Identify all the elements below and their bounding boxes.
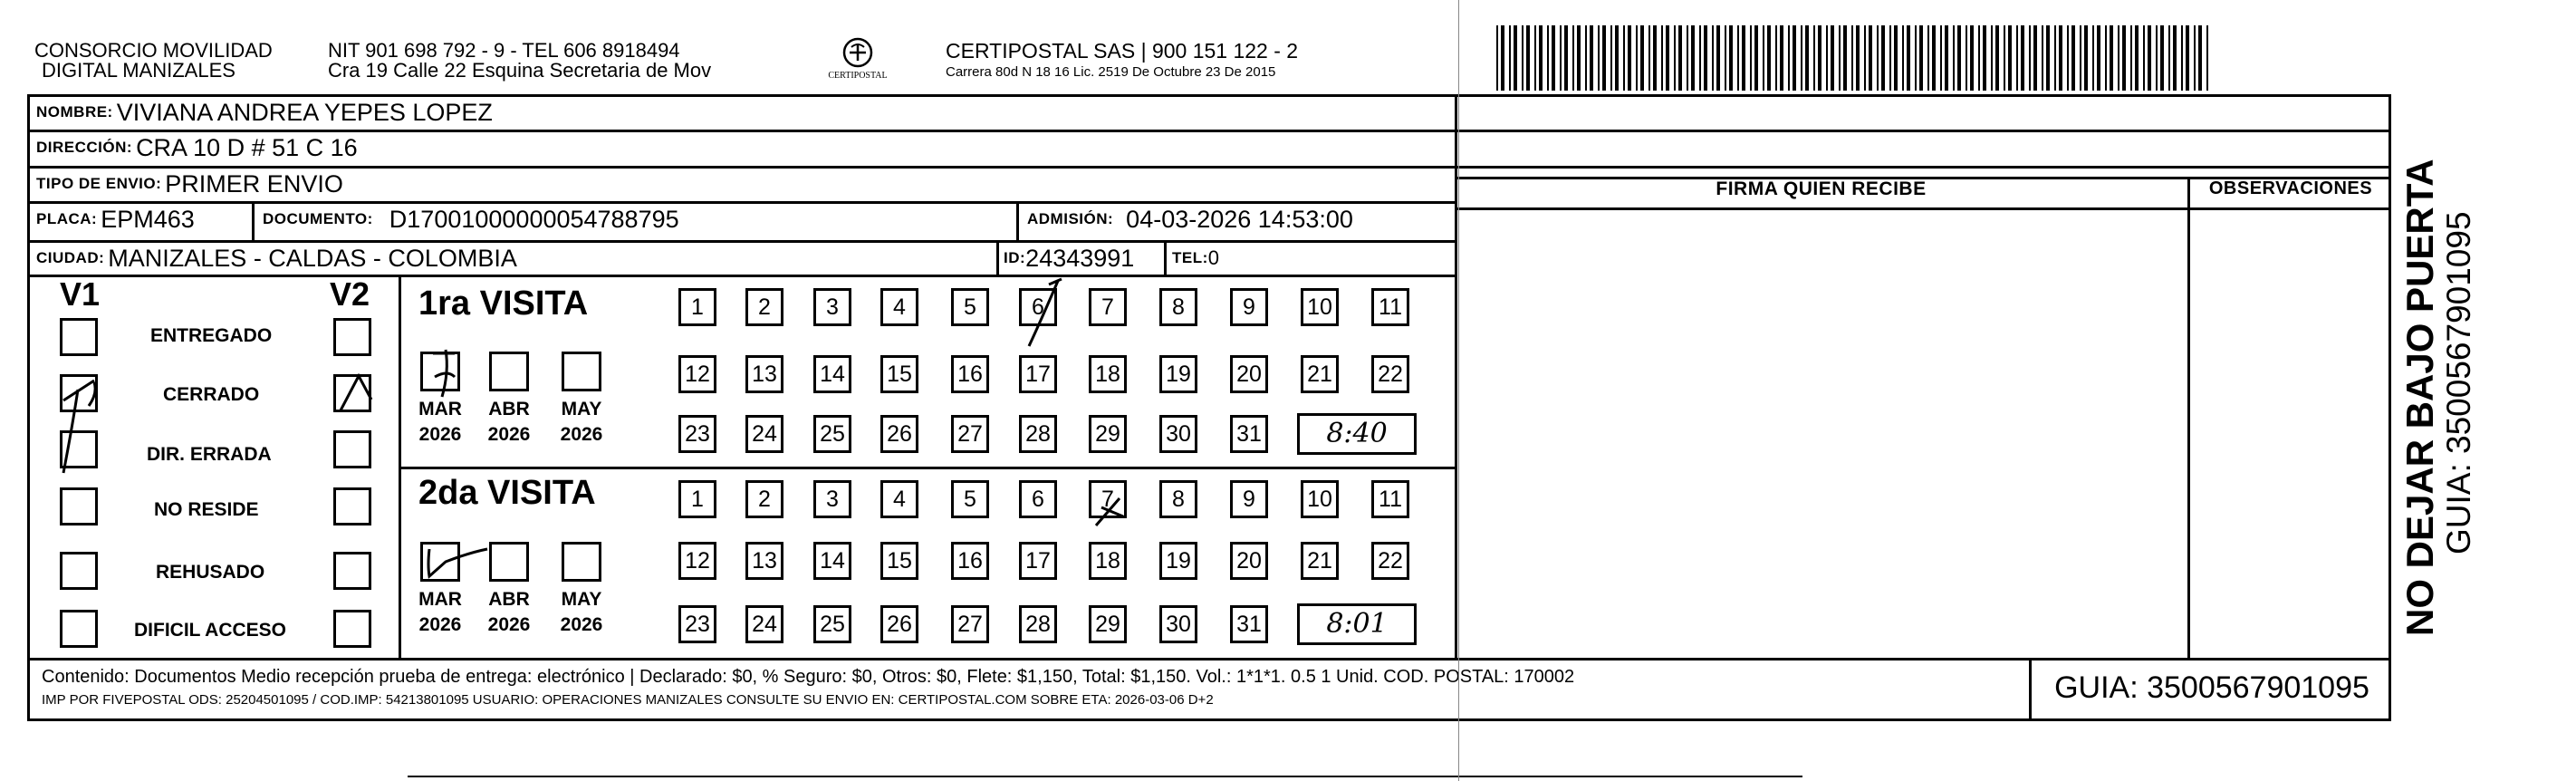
visit1-day-22[interactable]: 22: [1371, 355, 1409, 393]
rule: [1016, 201, 1019, 240]
visit1-day-24[interactable]: 24: [745, 415, 783, 453]
placa-label: PLACA:: [36, 210, 98, 227]
barcode-bar: [1522, 25, 1523, 91]
visit2-day-22[interactable]: 22: [1371, 542, 1409, 580]
barcode-bar: [1780, 25, 1783, 91]
rule: [27, 658, 2391, 660]
barcode: [1495, 25, 2216, 91]
barcode-bar: [2092, 25, 2094, 91]
barcode-bar: [1843, 25, 1847, 91]
barcode-bar: [2016, 25, 2018, 91]
visit2-month-label-may: MAY: [561, 589, 602, 610]
documento-row: [263, 201, 679, 237]
barcode-bar: [2206, 25, 2208, 91]
visit2-day-28[interactable]: 28: [1019, 605, 1057, 643]
tel-label: TEL:: [1172, 249, 1208, 266]
visit2-day-30[interactable]: 30: [1159, 605, 1197, 643]
barcode-bar: [1775, 25, 1777, 91]
direccion-label: DIRECCIÓN:: [36, 139, 133, 156]
id-value: 24343991: [1025, 244, 1135, 272]
visit1-day-10[interactable]: 10: [1301, 288, 1339, 326]
barcode-bar: [1729, 25, 1733, 91]
visit2-day-31[interactable]: 31: [1230, 605, 1268, 643]
visit2-day-29[interactable]: 29: [1089, 605, 1127, 643]
nombre-label: NOMBRE:: [36, 103, 113, 121]
rule: [27, 166, 2391, 169]
documento-label: DOCUMENTO:: [263, 210, 373, 227]
barcode-bar: [1813, 25, 1815, 91]
barcode-bar: [1640, 25, 1644, 91]
visit1-day-3[interactable]: 3: [813, 288, 851, 326]
visit1-year-mar: 2026: [418, 424, 462, 445]
id-row: [1004, 240, 1134, 276]
barcode-bar: [1970, 25, 1974, 91]
barcode-bar: [1983, 25, 1986, 91]
barcode-bar: [1995, 25, 1999, 91]
barcode-bar: [1894, 25, 1898, 91]
v2-dificil-acceso-checkbox[interactable]: [333, 610, 371, 648]
barcode-bar: [1763, 25, 1764, 91]
barcode-bar: [1864, 25, 1866, 91]
rule: [2187, 177, 2190, 658]
visit2-day-2[interactable]: 2: [745, 480, 783, 518]
barcode-bar: [1666, 25, 1669, 91]
barcode-bar: [1945, 25, 1948, 91]
visit1-day-9[interactable]: 9: [1230, 288, 1268, 326]
barcode-bar: [2118, 25, 2119, 91]
barcode-bar: [1712, 25, 1714, 91]
barcode-bar: [1572, 25, 1574, 91]
barcode-bar: [2186, 25, 2189, 91]
visit2-day-25[interactable]: 25: [813, 605, 851, 643]
barcode-bar: [1966, 25, 1967, 91]
visit2-day-4[interactable]: 4: [880, 480, 918, 518]
barcode-bar: [2021, 25, 2024, 91]
barcode-bar: [1547, 25, 1549, 91]
barcode-bar: [1932, 25, 1936, 91]
visit2-day-10[interactable]: 10: [1301, 480, 1339, 518]
rule: [399, 467, 1455, 469]
tel-value: 0: [1207, 246, 1220, 269]
barcode-bar: [1978, 25, 1980, 91]
visit2-day-24[interactable]: 24: [745, 605, 783, 643]
visit1-day-17[interactable]: 17: [1019, 355, 1057, 393]
barcode-bar: [1902, 25, 1904, 91]
visit2-day-1[interactable]: 1: [678, 480, 716, 518]
ciudad-label: CIUDAD:: [36, 249, 105, 266]
barcode-bar: [1915, 25, 1917, 91]
observations-area[interactable]: [2193, 212, 2387, 654]
rule: [2029, 658, 2032, 721]
visit1-day-7[interactable]: 7: [1089, 288, 1127, 326]
visit2-day-9[interactable]: 9: [1230, 480, 1268, 518]
id-label: ID:: [1004, 249, 1026, 266]
visit1-day-20[interactable]: 20: [1230, 355, 1268, 393]
barcode-bar: [1674, 25, 1676, 91]
visit1-day-21[interactable]: 21: [1301, 355, 1339, 393]
v2-entregado-checkbox[interactable]: [333, 318, 371, 356]
visit2-day-8[interactable]: 8: [1159, 480, 1197, 518]
barcode-bar: [1788, 25, 1790, 91]
visit1-day-26[interactable]: 26: [880, 415, 918, 453]
barcode-bar: [1514, 25, 1517, 91]
visit1-day-6-mark: [1018, 272, 1072, 353]
barcode-bar: [1869, 25, 1872, 91]
visit2-day-16[interactable]: 16: [951, 542, 989, 580]
visit1-day-14[interactable]: 14: [813, 355, 851, 393]
barcode-bar: [1598, 25, 1600, 91]
address-line: Cra 19 Calle 22 Esquina Secretaria de Mov: [328, 59, 712, 82]
barcode-bar: [1704, 25, 1707, 91]
signature-area[interactable]: [1460, 212, 2183, 654]
visit1-month-label-mar: MAR: [418, 399, 462, 419]
rule: [1164, 240, 1167, 275]
visit1-day-4[interactable]: 4: [880, 288, 918, 326]
barcode-bar: [1636, 25, 1638, 91]
visit1-day-12[interactable]: 12: [678, 355, 716, 393]
barcode-bar: [2008, 25, 2012, 91]
status-cerrado: CERRADO: [163, 384, 260, 405]
admision-value: 04-03-2026 14:53:00: [1126, 205, 1353, 233]
tipo-envio-label: TIPO DE ENVIO:: [36, 175, 162, 192]
v1-dificil-acceso-checkbox[interactable]: [60, 610, 98, 648]
visit1-day-1[interactable]: 1: [678, 288, 716, 326]
rule: [996, 240, 999, 275]
ciudad-value: MANIZALES - CALDAS - COLOMBIA: [108, 244, 517, 272]
barcode-bar: [1940, 25, 1942, 91]
v2-dir-errada-checkbox[interactable]: [333, 430, 371, 468]
direccion-row: [36, 130, 358, 166]
visit1-title: 1ra VISITA: [418, 284, 589, 323]
visit2-day-18[interactable]: 18: [1089, 542, 1127, 580]
v1-entregado-checkbox[interactable]: [60, 318, 98, 356]
barcode-bar: [1927, 25, 1929, 91]
visit2-day-13[interactable]: 13: [745, 542, 783, 580]
visit2-mar-mark: [417, 542, 498, 587]
barcode-bar: [1610, 25, 1612, 91]
footer-imp-line: IMP POR FIVEPOSTAL ODS: 25204501095 / COD.IMP: 54213801095 USUARIO: OPERACIONES MANIZALES CONSULTE SU ENVIO EN: CERTIPOSTAL.COM SOBRE ETA: 2026-03-06 D+2: [42, 692, 1214, 708]
visit2-handwritten-time: 8:01: [1326, 608, 1388, 640]
barcode-bar: [1615, 25, 1619, 91]
side-warning: NO DEJAR BAJO PUERTA: [2398, 159, 2441, 636]
status-rehusado: REHUSADO: [156, 562, 265, 583]
barcode-bar: [2173, 25, 2177, 91]
nombre-row: [36, 94, 493, 130]
barcode-bar: [1590, 25, 1593, 91]
barcode-bar: [1856, 25, 1860, 91]
barcode-bar: [1691, 25, 1695, 91]
barcode-bar: [2194, 25, 2196, 91]
barcode-bar: [1716, 25, 1720, 91]
barcode-bar: [1526, 25, 1530, 91]
visit2-month-label-mar: MAR: [418, 589, 462, 610]
barcode-bar: [1552, 25, 1555, 91]
v1-cerrado-mark: [53, 362, 116, 480]
visit2-day-3[interactable]: 3: [813, 480, 851, 518]
visit2-day-6[interactable]: 6: [1019, 480, 1057, 518]
barcode-bar: [1725, 25, 1726, 91]
visit1-day-18[interactable]: 18: [1089, 355, 1127, 393]
barcode-bar: [1877, 25, 1879, 91]
barcode-bar: [1881, 25, 1885, 91]
barcode-bar: [1534, 25, 1536, 91]
visit1-day-27[interactable]: 27: [951, 415, 989, 453]
barcode-bar: [2029, 25, 2031, 91]
logo-text: CERTIPOSTAL: [828, 71, 888, 81]
barcode-bar: [1496, 25, 1498, 91]
v1-rehusado-checkbox[interactable]: [60, 552, 98, 590]
barcode-bar: [1628, 25, 1631, 91]
visit1-day-23[interactable]: 23: [678, 415, 716, 453]
barcode-bar: [1577, 25, 1581, 91]
visit2-day-14[interactable]: 14: [813, 542, 851, 580]
barcode-bar: [2080, 25, 2081, 91]
visit1-day-19[interactable]: 19: [1159, 355, 1197, 393]
barcode-bar: [1957, 25, 1961, 91]
admision-row: [1027, 201, 1353, 237]
visit2-time-box[interactable]: [1297, 603, 1417, 645]
visit1-month-label-may: MAY: [561, 399, 602, 419]
barcode-bar: [1801, 25, 1802, 91]
barcode-bar: [1661, 25, 1663, 91]
v1-no-reside-checkbox[interactable]: [60, 487, 98, 525]
barcode-bar: [2130, 25, 2132, 91]
barcode-bar: [2067, 25, 2069, 91]
visit1-day-8[interactable]: 8: [1159, 288, 1197, 326]
barcode-bar: [1699, 25, 1701, 91]
visit1-day-13[interactable]: 13: [745, 355, 783, 393]
barcode-bar: [2148, 25, 2151, 91]
visit1-day-29[interactable]: 29: [1089, 415, 1127, 453]
barcode-bar: [1805, 25, 1809, 91]
barcode-bar: [1991, 25, 1993, 91]
visit1-year-abr: 2026: [487, 424, 531, 445]
visit1-month-abr[interactable]: [489, 352, 529, 391]
barcode-bar: [1602, 25, 1606, 91]
status-dificil-acceso: DIFICIL ACCESO: [134, 620, 287, 641]
barcode-bar: [2033, 25, 2037, 91]
barcode-bar: [2143, 25, 2145, 91]
rule: [252, 201, 255, 240]
barcode-bar: [1737, 25, 1739, 91]
barcode-bar: [1742, 25, 1745, 91]
barcode-bar: [2160, 25, 2164, 91]
v2-header: V2: [330, 275, 370, 313]
barcode-bar: [1818, 25, 1821, 91]
barcode-bar: [1623, 25, 1625, 91]
barcode-bar: [1648, 25, 1650, 91]
visit1-day-11[interactable]: 11: [1371, 288, 1409, 326]
barcode-bar: [1687, 25, 1688, 91]
tipo-envio-row: [36, 166, 343, 202]
visit2-day-15[interactable]: 15: [880, 542, 918, 580]
barcode-bar: [2084, 25, 2088, 91]
barcode-bar: [1839, 25, 1841, 91]
barcode-bar: [1919, 25, 1923, 91]
direccion-value: CRA 10 D # 51 C 16: [136, 133, 358, 161]
status-dir-errada: DIR. ERRADA: [147, 444, 272, 465]
visit2-day-26[interactable]: 26: [880, 605, 918, 643]
barcode-bar: [1539, 25, 1543, 91]
barcode-bar: [1793, 25, 1796, 91]
barcode-bar: [2097, 25, 2100, 91]
visit1-mar-mark: [426, 341, 462, 404]
barcode-bar: [1953, 25, 1955, 91]
visit1-handwritten-time: 8:40: [1326, 418, 1388, 449]
visit2-title: 2da VISITA: [418, 474, 596, 512]
visit2-day-17[interactable]: 17: [1019, 542, 1057, 580]
visit1-day-5[interactable]: 5: [951, 288, 989, 326]
courier-line2: Carrera 80d N 18 16 Lic. 2519 De Octubre 23 De 2015: [946, 64, 1276, 80]
visit2-month-label-abr: ABR: [488, 589, 530, 610]
visit1-day-25[interactable]: 25: [813, 415, 851, 453]
barcode-bar: [1767, 25, 1771, 91]
visit2-year-may: 2026: [560, 614, 603, 635]
barcode-bar: [1831, 25, 1834, 91]
barcode-bar: [1501, 25, 1504, 91]
v2-rehusado-checkbox[interactable]: [333, 552, 371, 590]
barcode-bar: [2168, 25, 2170, 91]
barcode-bar: [1678, 25, 1682, 91]
barcode-bar: [1750, 25, 1752, 91]
barcode-bar: [2071, 25, 2075, 91]
barcode-bar: [1754, 25, 1758, 91]
visit1-day-16[interactable]: 16: [951, 355, 989, 393]
barcode-bar: [2156, 25, 2158, 91]
visit2-day-20[interactable]: 20: [1230, 542, 1268, 580]
barcode-bar: [2105, 25, 2107, 91]
side-guia: GUIA: 3500567901095: [2440, 211, 2477, 554]
ciudad-row: [36, 240, 517, 276]
rule: [1455, 207, 2391, 210]
visit2-year-mar: 2026: [418, 614, 462, 635]
visit2-day-11[interactable]: 11: [1371, 480, 1409, 518]
visit1-day-2[interactable]: 2: [745, 288, 783, 326]
visit1-day-6[interactable]: 6: [1019, 288, 1057, 326]
v2-no-reside-checkbox[interactable]: [333, 487, 371, 525]
visit2-day-7-mark: [1089, 489, 1134, 535]
observations-header: OBSERVACIONES: [2208, 178, 2373, 198]
visit2-day-21[interactable]: 21: [1301, 542, 1339, 580]
barcode-bar: [2198, 25, 2202, 91]
barcode-bar: [1653, 25, 1657, 91]
visit2-day-27[interactable]: 27: [951, 605, 989, 643]
status-entregado: ENTREGADO: [150, 325, 273, 346]
rule: [399, 275, 401, 658]
visit1-month-may[interactable]: [562, 352, 601, 391]
barcode-bar: [1907, 25, 1910, 91]
barcode-bar: [1564, 25, 1568, 91]
visit1-year-may: 2026: [560, 424, 603, 445]
trim-line: [408, 776, 1802, 777]
barcode-bar: [1560, 25, 1562, 91]
footer-guia: GUIA: 3500567901095: [2054, 670, 2369, 705]
barcode-bar: [2042, 25, 2043, 91]
barcode-bar: [2135, 25, 2139, 91]
nombre-value: VIVIANA ANDREA YEPES LOPEZ: [116, 98, 493, 126]
nit-line: NIT 901 698 792 - 9 - TEL 606 8918494: [328, 39, 680, 62]
certipostal-logo: [817, 34, 899, 85]
barcode-bar: [1585, 25, 1587, 91]
courier-line1: CERTIPOSTAL SAS | 900 151 122 - 2: [946, 39, 1299, 63]
visit2-day-23[interactable]: 23: [678, 605, 716, 643]
barcode-bar: [1509, 25, 1511, 91]
barcode-bar: [2059, 25, 2062, 91]
visit1-day-30[interactable]: 30: [1159, 415, 1197, 453]
footer-content-line: Contenido: Documentos Medio recepción prueba de entrega: electrónico | Declarado: $0, % Seguro: $0, Otros: $0, Flete: $1,150, Total: $1,150. Vol.: 1*1*1. 0.5 1 Unid. COD. POSTAL: 170002: [42, 667, 1575, 687]
barcode-bar: [2004, 25, 2005, 91]
barcode-bar: [2054, 25, 2056, 91]
v2-cerrado-mark: [328, 367, 382, 421]
company-name-line2: DIGITAL MANIZALES: [42, 59, 235, 82]
visit2-day-12[interactable]: 12: [678, 542, 716, 580]
status-no-reside: NO RESIDE: [154, 499, 259, 520]
fold-line: [1458, 0, 1459, 781]
barcode-bar: [2046, 25, 2050, 91]
placa-value: EPM463: [101, 205, 195, 233]
documento-value: D17001000000054788795: [389, 205, 679, 233]
visit1-month-label-abr: ABR: [488, 399, 530, 419]
tel-row: [1172, 240, 1219, 276]
admision-label: ADMISIÓN:: [1027, 210, 1114, 227]
visit2-day-5[interactable]: 5: [951, 480, 989, 518]
visit2-day-19[interactable]: 19: [1159, 542, 1197, 580]
visit2-month-may[interactable]: [562, 542, 601, 582]
barcode-bar: [2122, 25, 2126, 91]
v1-header: V1: [60, 275, 101, 313]
visit2-year-abr: 2026: [487, 614, 531, 635]
visit1-day-31[interactable]: 31: [1230, 415, 1268, 453]
visit1-day-28[interactable]: 28: [1019, 415, 1057, 453]
visit1-time-box[interactable]: [1297, 413, 1417, 455]
placa-row: [36, 201, 195, 237]
barcode-bar: [1889, 25, 1891, 91]
tipo-envio-value: PRIMER ENVIO: [165, 169, 343, 198]
barcode-bar: [1851, 25, 1853, 91]
barcode-bar: [1826, 25, 1828, 91]
visit2-day-7[interactable]: 7: [1089, 480, 1127, 518]
visit1-day-15[interactable]: 15: [880, 355, 918, 393]
barcode-bar: [2181, 25, 2183, 91]
barcode-bar: [2110, 25, 2113, 91]
company-name-line1: CONSORCIO MOVILIDAD: [34, 39, 273, 62]
signature-header: FIRMA QUIEN RECIBE: [1716, 178, 1927, 199]
